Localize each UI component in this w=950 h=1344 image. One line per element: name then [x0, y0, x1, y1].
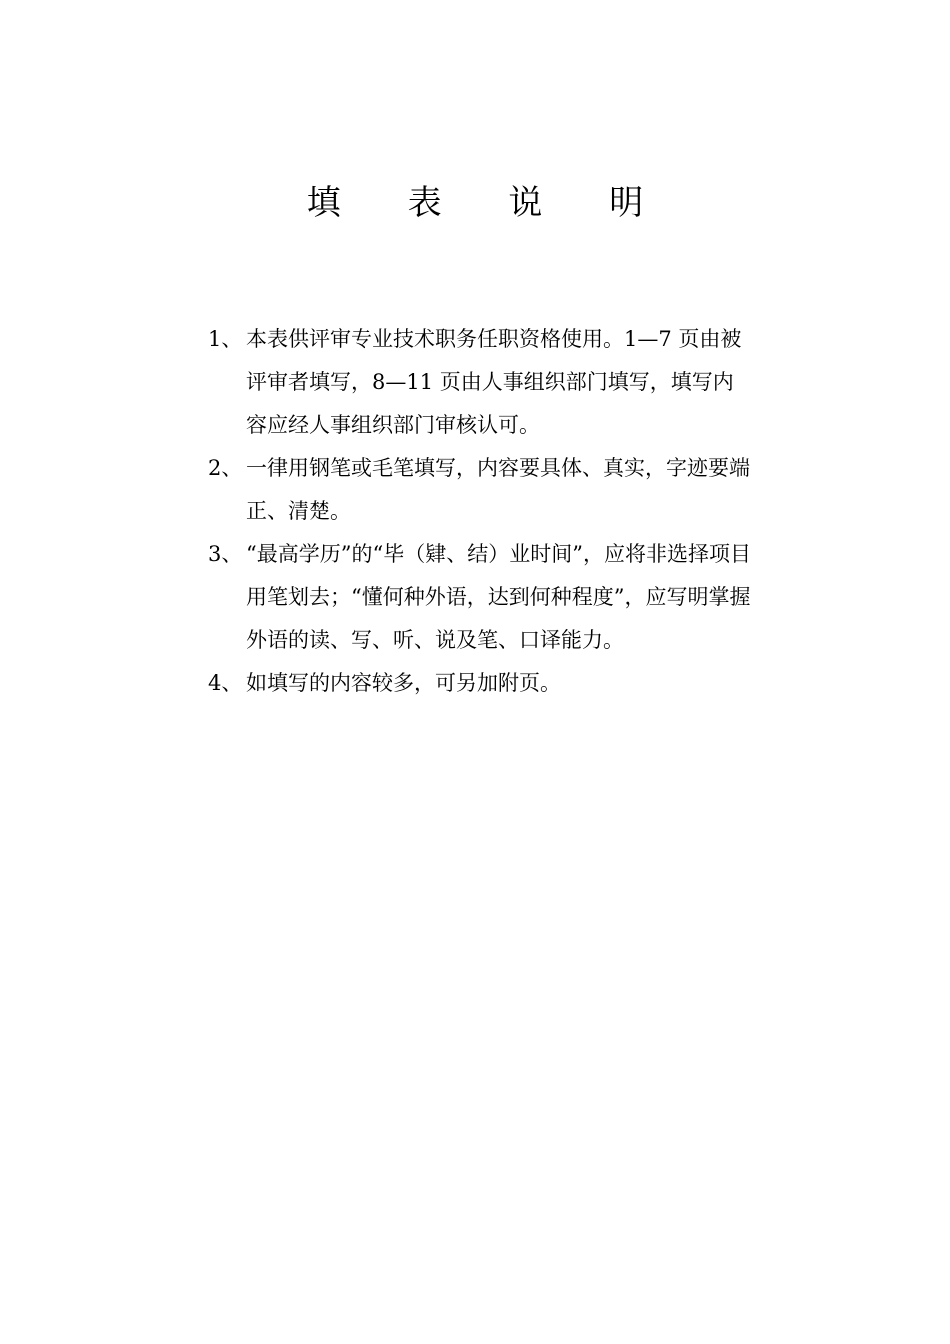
instruction-item	[208, 533, 753, 662]
instruction-number: 1、	[208, 327, 243, 351]
instruction-text: “最高学历”的“毕（肄、结）业时间”，应将非选择项目用笔划去；“懂何种外语，达到何种程度”，应写明掌握外语的读、写、听、说及笔、口译能力。	[246, 542, 751, 652]
instruction-text: 如填写的内容较多，可另加附页。	[246, 671, 561, 695]
instruction-item	[208, 318, 753, 447]
instruction-number: 3、	[208, 542, 243, 566]
instruction-item	[208, 662, 753, 705]
page-title: 填 表 说 明	[306, 183, 672, 223]
instruction-number: 4、	[208, 671, 243, 695]
instruction-text: 本表供评审专业技术职务任职资格使用。1—7 页由被评审者填写，8—11 页由人事组织部门填写，填写内容应经人事组织部门审核认可。	[246, 327, 742, 437]
instruction-item	[208, 447, 753, 533]
instruction-text: 一律用钢笔或毛笔填写，内容要具体、真实，字迹要端正、清楚。	[246, 456, 750, 523]
instruction-list	[208, 318, 753, 705]
instruction-number: 2、	[208, 456, 243, 480]
